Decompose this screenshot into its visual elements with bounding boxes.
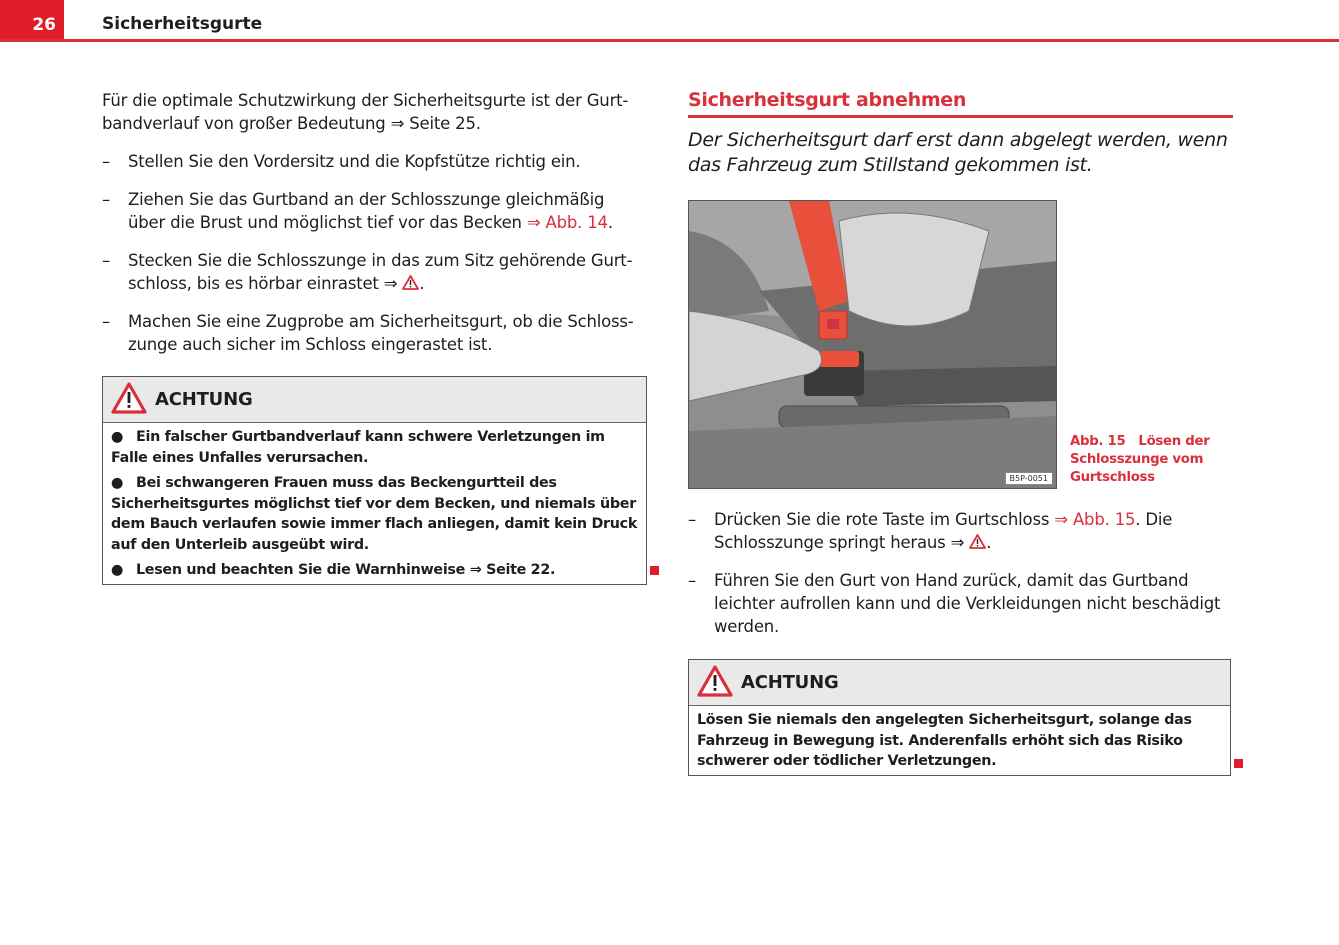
step-text: Drücken Sie die rote Taste im Gurtschloss — [714, 510, 1055, 529]
intro-paragraph — [102, 89, 647, 135]
step-item — [102, 310, 647, 356]
intro-line-1: Für die optimale Schutzwirkung der Sicherheitsgurte ist der Gurt- — [102, 91, 629, 110]
warning-item — [111, 473, 638, 555]
left-column — [102, 89, 647, 585]
warning-item-text: Bei schwangeren Frauen muss das Beckengurtteil des Sicherheitsgurtes möglichst tief vor dem Becken, und niemals über dem Bauch verlaufen sowie immer flach anliegen, damit kein Druck auf den Unterleib ausgeübt wird. — [111, 475, 638, 553]
warning-box — [688, 659, 1231, 776]
step-text-end: . — [607, 213, 613, 232]
warning-item — [111, 427, 638, 468]
bullet: ● — [111, 429, 124, 445]
warning-triangle-icon[interactable] — [969, 532, 986, 547]
warning-header — [689, 660, 1230, 706]
step-text-end: . — [986, 533, 992, 552]
right-steps — [688, 508, 1233, 638]
figure-caption — [1070, 433, 1235, 487]
warning-item-text[interactable]: Lesen und beachten Sie die Warnhinweise ⇒ Seite 22. — [136, 562, 556, 578]
warning-body — [689, 706, 1230, 775]
warning-item — [111, 560, 638, 581]
step-dash: – — [102, 152, 111, 171]
warning-box — [102, 376, 647, 585]
figure-caption-label: Abb. 15 — [1070, 434, 1126, 449]
warning-item-text: Ein falscher Gurtbandverlauf kann schwere Verletzungen im Falle eines Unfalles verursachen. — [111, 429, 605, 466]
section-title: Sicherheitsgurt abnehmen — [688, 89, 1233, 118]
step-text-end: . — [419, 274, 425, 293]
step-dash: – — [688, 510, 697, 529]
step-text: Stellen Sie den Vordersitz und die Kopfstütze richtig ein. — [128, 152, 581, 171]
seatbelt-buckle-illustration — [689, 201, 1057, 489]
figure-caption-text: Lösen der Schlosszunge vom Gurtschloss — [1070, 434, 1210, 485]
step-item — [102, 249, 647, 295]
step-text: Stecken Sie die Schlosszunge in das zum Sitz gehörende Gurt-schloss, bis es hörbar einrastet ⇒ — [128, 251, 633, 293]
intro-line-2: bandverlauf von großer Bedeutung ⇒ Seite 25. — [102, 114, 481, 133]
step-dash: – — [688, 571, 697, 590]
page-number-text: 26 — [32, 15, 56, 35]
section-end-marker — [650, 566, 659, 575]
step-dash: – — [102, 312, 111, 331]
header-rule — [0, 39, 1339, 42]
warning-triangle-icon — [697, 665, 733, 701]
step-dash: – — [102, 251, 111, 270]
warning-triangle-icon[interactable] — [402, 273, 419, 288]
right-column — [688, 89, 1233, 178]
section-end-marker — [1234, 759, 1243, 768]
bullet: ● — [111, 475, 124, 491]
step-item — [102, 188, 622, 234]
warning-body — [103, 423, 646, 584]
warning-header — [103, 377, 646, 423]
step-item — [688, 508, 1233, 554]
warning-text: Lösen Sie niemals den angelegten Sicherheitsgurt, solange das Fahrzeug in Bewegung ist. Anderenfalls erhöht sich das Risiko schwerer oder tödlicher Verletzungen. — [697, 712, 1192, 769]
warning-triangle-icon — [111, 382, 147, 418]
bullet: ● — [111, 562, 124, 578]
step-text: Führen Sie den Gurt von Hand zurück, damit das Gurtband leichter aufrollen kann und die Verkleidungen nicht beschädigt werden. — [714, 571, 1221, 636]
step-dash: – — [102, 190, 111, 209]
page-number — [0, 0, 64, 41]
step-text: Machen Sie eine Zugprobe am Sicherheitsgurt, ob die Schloss-zunge auch sicher im Schloss eingerastet ist. — [128, 312, 634, 354]
figure-code: B5P-0051 — [1005, 472, 1053, 485]
step-item — [102, 150, 647, 173]
figure-link[interactable]: ⇒ Abb. 15 — [1054, 510, 1136, 529]
warning-title: ACHTUNG — [155, 389, 253, 410]
section-intro: Der Sicherheitsgurt darf erst dann abgelegt werden, wenn das Fahrzeug zum Stillstand gekommen ist. — [688, 129, 1228, 176]
figure-image — [688, 200, 1057, 489]
step-item — [688, 569, 1233, 638]
warning-title: ACHTUNG — [741, 672, 839, 693]
chapter-title: Sicherheitsgurte — [102, 14, 263, 34]
step-text: Ziehen Sie das Gurtband an der Schlosszunge gleichmäßig über die Brust und möglichst tief vor das Becken — [128, 190, 605, 232]
figure-link[interactable]: ⇒ Abb. 14 — [526, 213, 608, 232]
step-text-mid: . Die Schlosszunge springt heraus ⇒ — [714, 510, 1173, 552]
